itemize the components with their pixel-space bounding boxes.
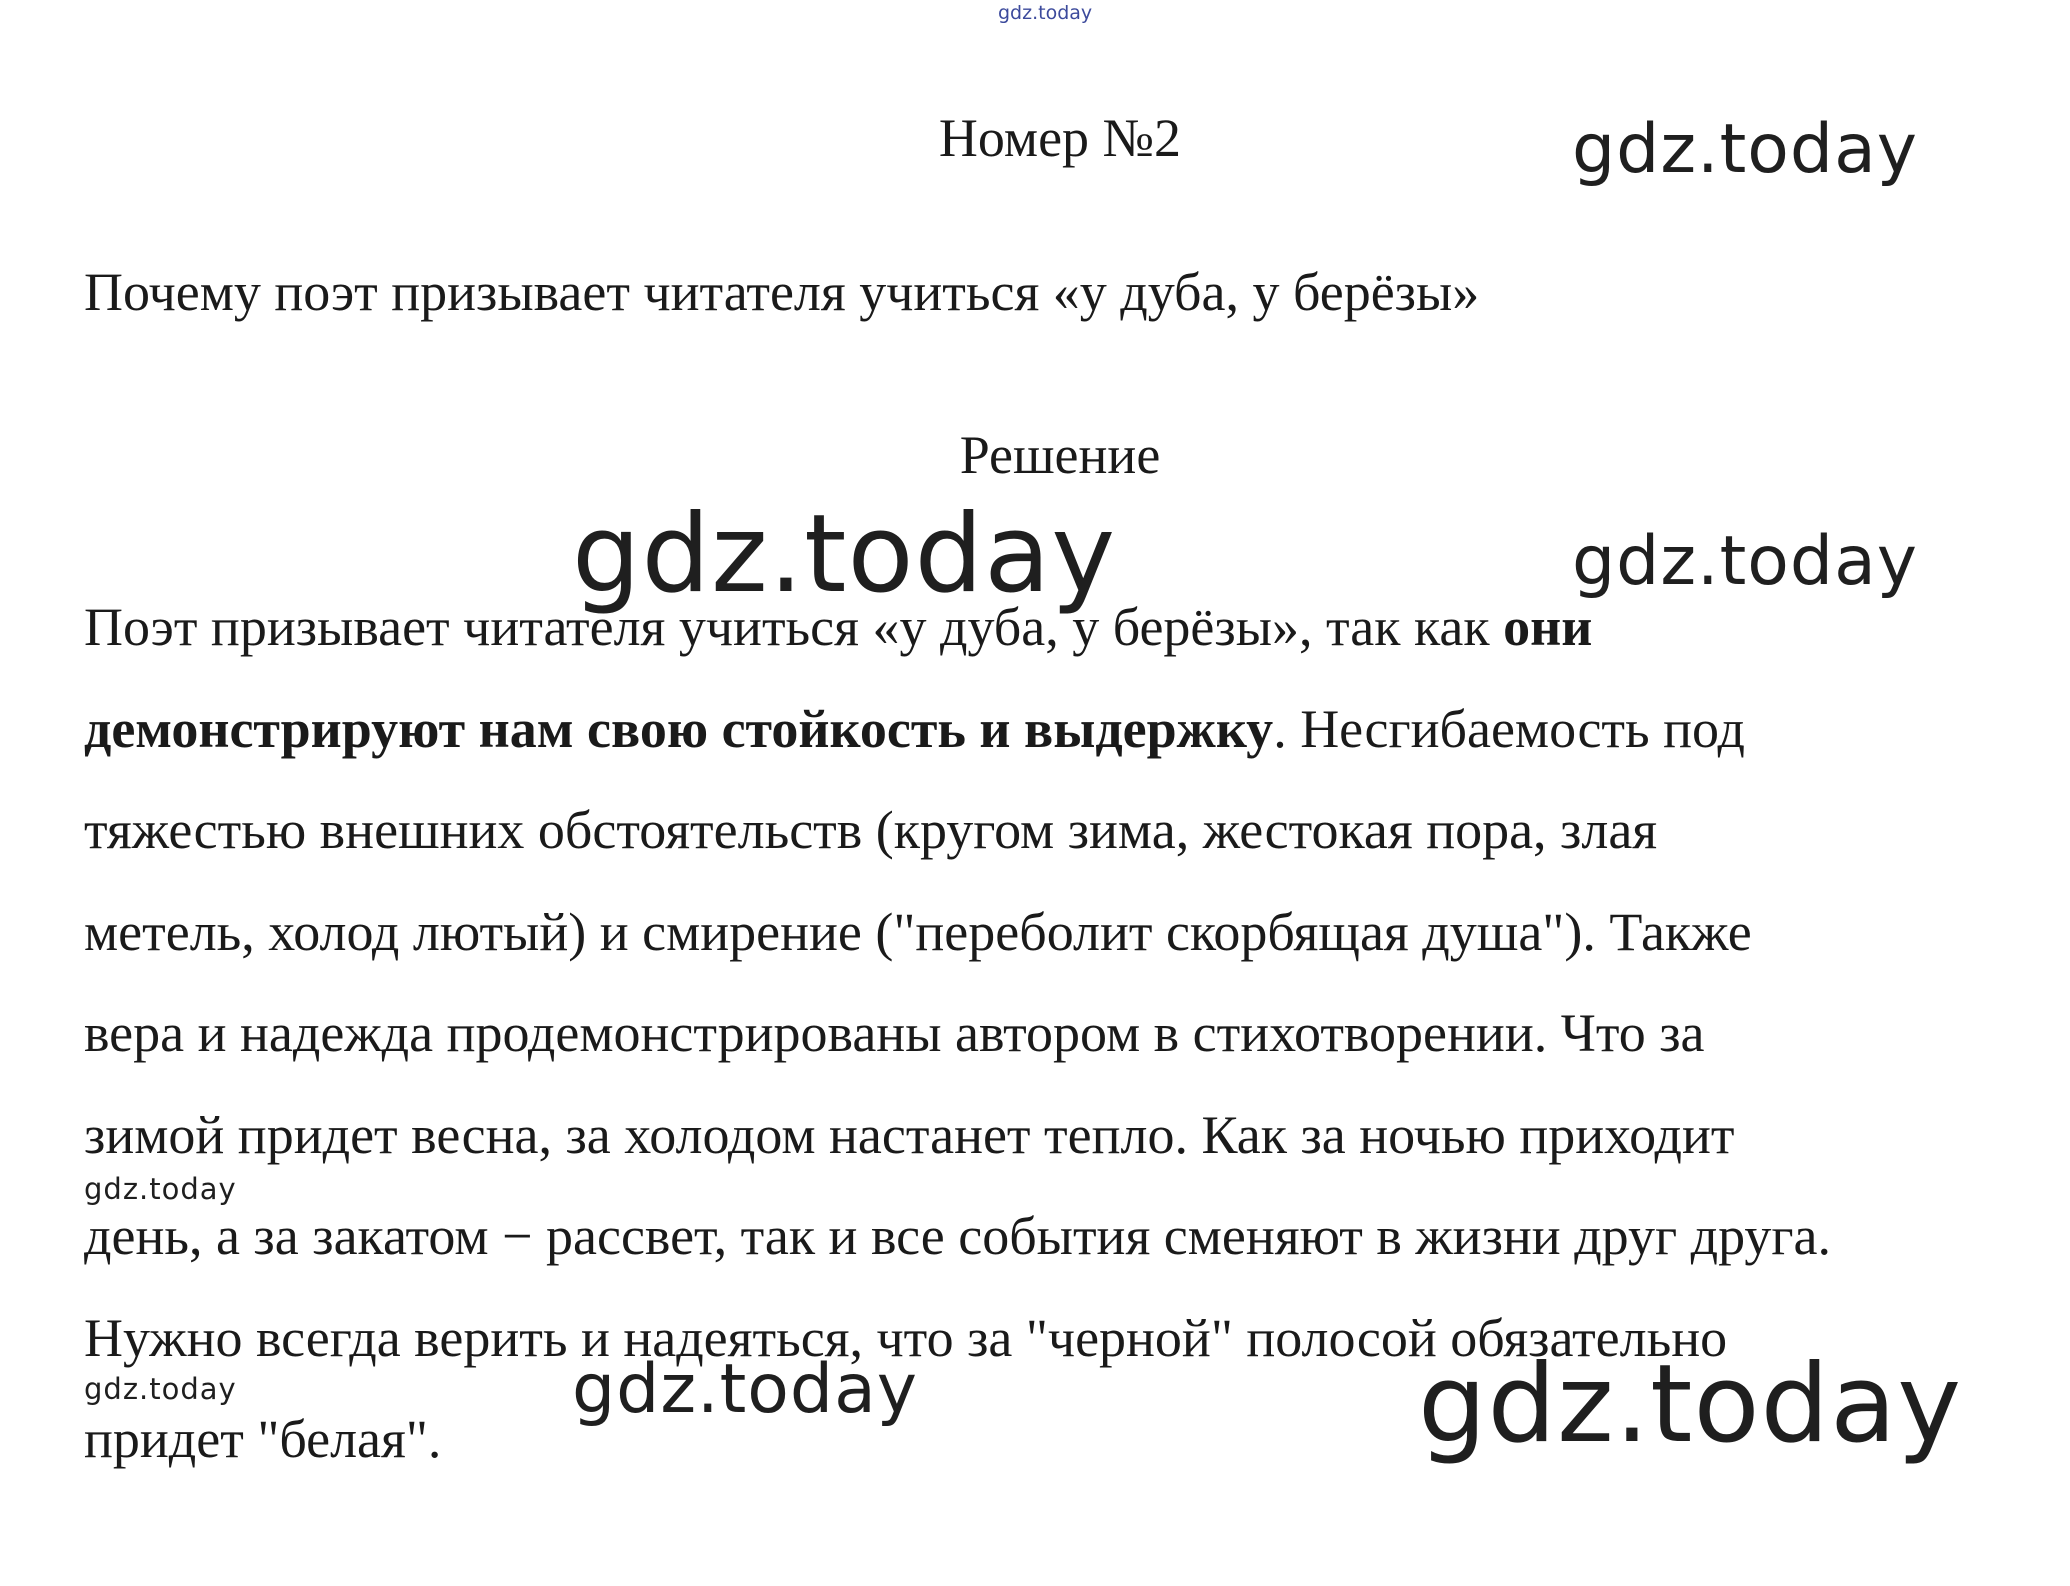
answer-line: вера и надежда продемонстрированы автором в стихотворении. Что за [84, 1003, 1705, 1063]
answer-line: зимой придет весна, за холодом настанет тепло. Как за ночью приходит [84, 1104, 1735, 1165]
answer-line: день, а за закатом − рассвет, так и все события сменяют в жизни друг друга. [84, 1206, 1831, 1266]
emphasis: они [1503, 597, 1593, 657]
watermark: gdz.today [84, 1372, 237, 1406]
watermark: gdz.today [1572, 110, 1918, 189]
watermark: gdz.today [84, 1172, 237, 1206]
watermark: gdz.today [1572, 522, 1918, 601]
watermark: gdz.today [572, 492, 1117, 617]
answer-line: Нужно всегда верить и надеяться, что за "черной" полосой обязательно [84, 1307, 1728, 1368]
answer-line: тяжестью внешних обстоятельств (кругом зима, жестокая пора, злая [84, 800, 1658, 860]
watermark: gdz.today [1418, 1342, 1963, 1467]
answer-line: демонстрируют нам свою стойкость и выдержку. Несгибаемость под [84, 698, 1745, 759]
page-title: Номер №2 [938, 108, 1182, 168]
answer-line: метель, холод лютый) и смирение ("переболит скорбящая душа"). Также [84, 901, 1752, 962]
answer-line: придет "белая". [84, 1409, 442, 1469]
solution-heading: Решение [959, 425, 1161, 485]
watermark-top: gdz.today [998, 2, 1093, 24]
emphasis: демонстрируют нам свою стойкость и выдержку [84, 698, 1274, 759]
answer-line: Поэт призывает читателя учиться «у дуба, у берёзы», так как они [84, 597, 1593, 657]
watermark: gdz.today [572, 1350, 918, 1429]
question-text: Почему поэт призывает читателя учиться «у дуба, у берёзы» [84, 262, 1480, 322]
